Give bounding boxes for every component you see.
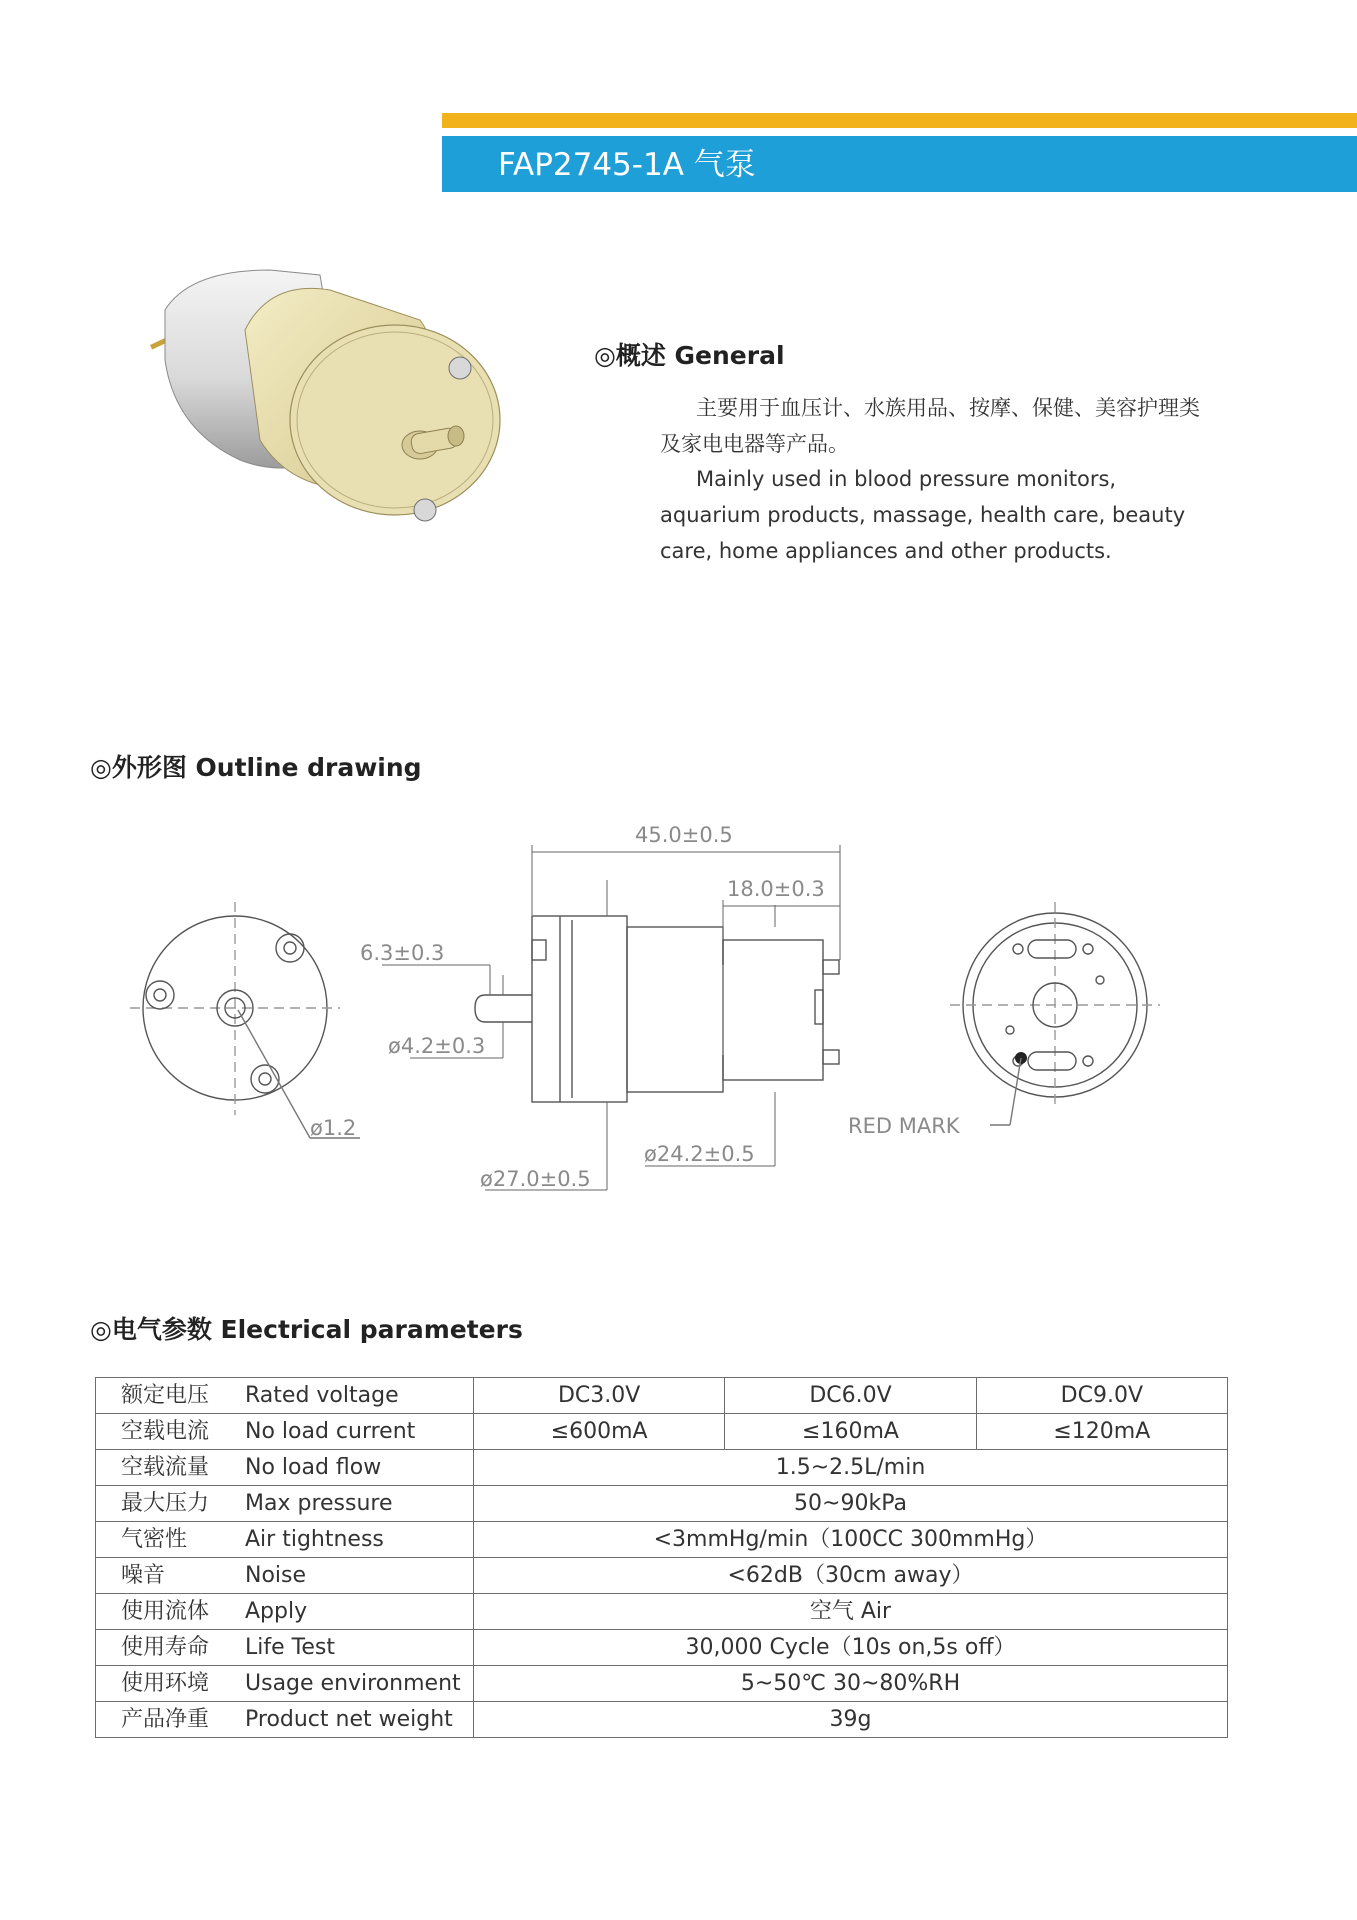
- row-label: 产品净重 Product net weight: [96, 1702, 474, 1738]
- row-label: 使用环境 Usage environment: [96, 1666, 474, 1702]
- row-label: 空载电流 No load current: [96, 1414, 474, 1450]
- table-cell: ≤600mA: [474, 1414, 725, 1450]
- front-view: [130, 902, 360, 1138]
- row-label: 噪音 Noise: [96, 1558, 474, 1594]
- hole-diameter-label: ø1.2: [310, 1116, 357, 1140]
- table-row: [96, 1522, 1228, 1558]
- table-cell: DC9.0V: [976, 1378, 1227, 1414]
- table-cell: 1.5~2.5L/min: [474, 1450, 1228, 1486]
- shaft-length-label: 6.3±0.3: [360, 941, 445, 965]
- header-accent-bar: [442, 113, 1357, 128]
- row-label: 最大压力 Max pressure: [96, 1486, 474, 1522]
- table-row: [96, 1666, 1228, 1702]
- outline-heading: ◎外形图 Outline drawing: [90, 753, 422, 782]
- row-label: 空载流量 No load flow: [96, 1450, 474, 1486]
- motor-length-label: 18.0±0.3: [727, 877, 825, 901]
- table-cell: <62dB（30cm away）: [474, 1558, 1228, 1594]
- table-cell: ≤160mA: [725, 1414, 976, 1450]
- overall-length-label: 45.0±0.5: [635, 823, 733, 847]
- table-row: [96, 1378, 1228, 1414]
- table-row: [96, 1414, 1228, 1450]
- red-mark-label: RED MARK: [848, 1114, 960, 1138]
- motor-diameter-label: ø24.2±0.5: [644, 1142, 755, 1166]
- table-row: [96, 1594, 1228, 1630]
- pump-diameter-label: ø27.0±0.5: [480, 1167, 591, 1191]
- shaft-diameter-label: ø4.2±0.3: [388, 1034, 486, 1058]
- general-description-cn: 主要用于血压计、水族用品、按摩、保健、美容护理类及家电电器等产品。: [660, 396, 1200, 456]
- table-row: [96, 1630, 1228, 1666]
- table-cell: 30,000 Cycle（10s on,5s off）: [474, 1630, 1228, 1666]
- general-heading: ◎概述 General: [594, 341, 785, 370]
- general-description-en: Mainly used in blood pressure monitors, aquarium products, massage, health care, beauty care, home appliances and other products.: [660, 467, 1186, 563]
- table-cell: 5~50℃ 30~80%RH: [474, 1666, 1228, 1702]
- outline-drawing: [110, 790, 1180, 1220]
- table-row: [96, 1558, 1228, 1594]
- table-row: [96, 1486, 1228, 1522]
- electrical-parameters-table: [95, 1377, 1228, 1738]
- table-cell: 50~90kPa: [474, 1486, 1228, 1522]
- rear-view: [950, 902, 1160, 1125]
- table-cell: <3mmHg/min（100CC 300mmHg）: [474, 1522, 1228, 1558]
- row-label: 使用流体 Apply: [96, 1594, 474, 1630]
- table-cell: ≤120mA: [976, 1414, 1227, 1450]
- row-label: 额定电压 Rated voltage: [96, 1378, 474, 1414]
- page-title: FAP2745-1A 气泵: [498, 147, 756, 183]
- electrical-heading: ◎电气参数 Electrical parameters: [90, 1315, 523, 1344]
- table-row: [96, 1702, 1228, 1738]
- product-image: [120, 250, 520, 570]
- table-cell: DC3.0V: [474, 1378, 725, 1414]
- table-cell: 39g: [474, 1702, 1228, 1738]
- row-label: 使用寿命 Life Test: [96, 1630, 474, 1666]
- row-label: 气密性 Air tightness: [96, 1522, 474, 1558]
- table-cell: 空气 Air: [474, 1594, 1228, 1630]
- table-cell: DC6.0V: [725, 1378, 976, 1414]
- side-view: [475, 916, 839, 1102]
- table-row: [96, 1450, 1228, 1486]
